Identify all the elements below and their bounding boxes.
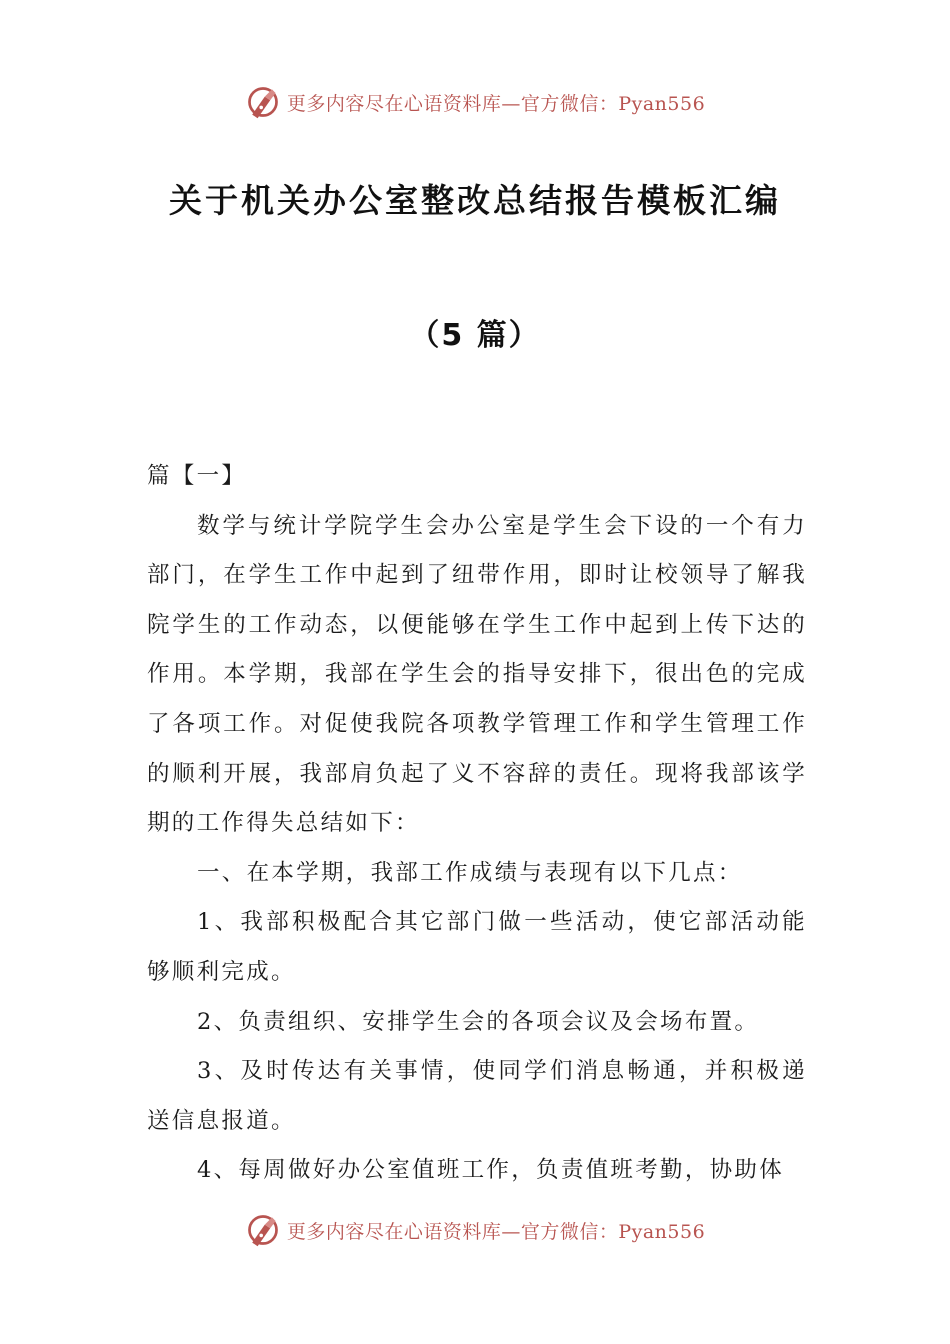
document-subtitle: （5 篇） [409, 318, 541, 353]
footer-watermark-banner [0, 1210, 950, 1250]
body-paragraph: 1、我部积极配合其它部门做一些活动，使它部活动能够顺利完成。 [147, 909, 807, 985]
header-watermark-text: 更多内容尽在心语资料库—官方微信：Pyan556 [286, 92, 706, 115]
pen-nib-circle-icon [245, 1212, 281, 1248]
document-body [147, 452, 807, 1196]
pen-nib-circle-icon [245, 84, 281, 120]
chapter-label: 篇【一】 [147, 463, 247, 489]
body-paragraph: 3、及时传达有关事情，使同学们消息畅通，并积极递送信息报道。 [147, 1058, 807, 1134]
footer-watermark-text: 更多内容尽在心语资料库—官方微信：Pyan556 [286, 1220, 706, 1243]
header-watermark-banner [0, 82, 950, 122]
body-paragraph: 4、每周做好办公室值班工作，负责值班考勤，协助体 [197, 1157, 785, 1184]
body-paragraph: 一、在本学期，我部工作成绩与表现有以下几点： [197, 859, 743, 886]
body-paragraph: 2、负责组织、安排学生会的各项会议及会场布置。 [197, 1008, 760, 1035]
body-paragraph: 数学与统计学院学生会办公室是学生会下设的一个有力部门，在学生工作中起到了纽带作用，即时让校领导了解我院学生的工作动态，以便能够在学生工作中起到上传下达的作用。本学期，我部在学生会的指导安排下，很出色的完成了各项工作。对促使我院各项教学管理工作和学生管理工作的顺利开展，我部肩负起了义不容辞的责任。现将我部该学期的工作得失总结如下： [147, 512, 807, 837]
document-title: 关于机关办公室整改总结报告模板汇编 [169, 181, 781, 220]
